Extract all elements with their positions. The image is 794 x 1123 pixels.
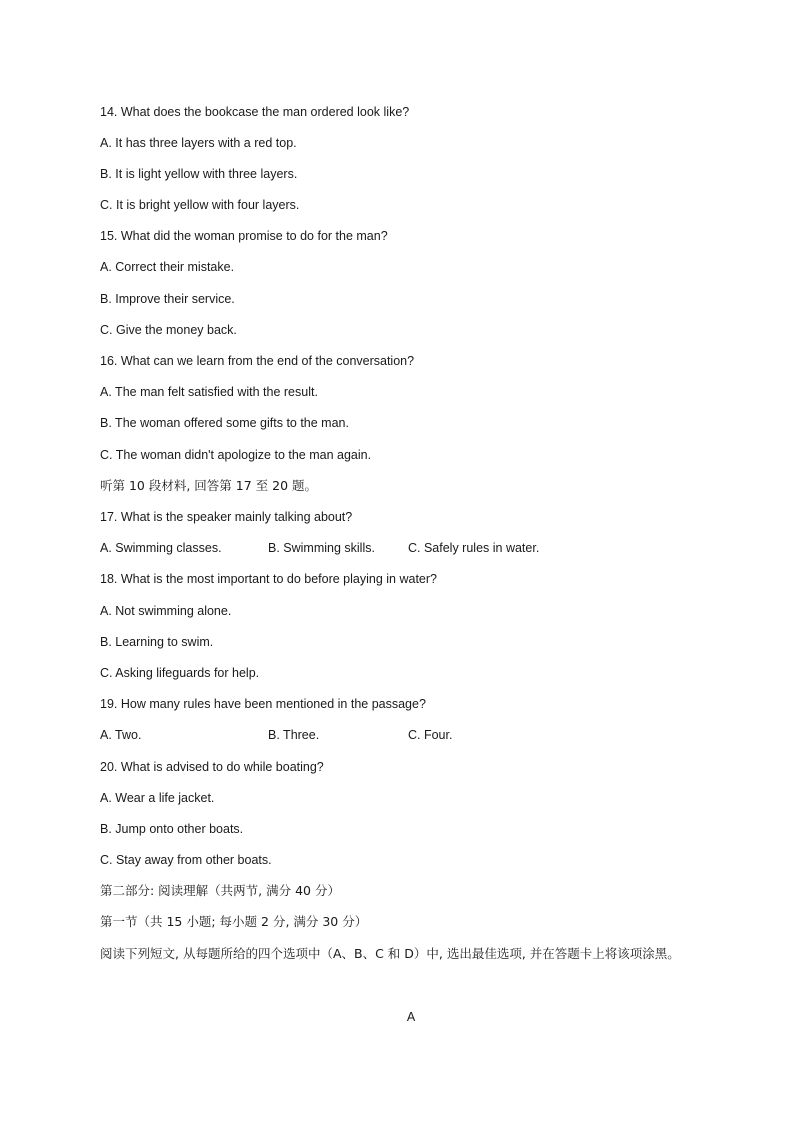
part-2-title: 第二部分: 阅读理解（共两节, 满分 40 分） — [100, 883, 340, 898]
question-20: 20. What is advised to do while boating? — [100, 760, 324, 774]
options-17 — [100, 540, 700, 556]
option-20b: B. Jump onto other boats. — [100, 822, 244, 836]
option-20c: C. Stay away from other boats. — [100, 853, 272, 867]
options-19 — [100, 727, 700, 743]
option-14c: C. It is bright yellow with four layers. — [100, 198, 300, 212]
option-17b: B. Swimming skills. — [268, 541, 375, 555]
option-14b: B. It is light yellow with three layers. — [100, 167, 298, 181]
question-17: 17. What is the speaker mainly talking about? — [100, 510, 353, 524]
option-16b: B. The woman offered some gifts to the man. — [100, 416, 349, 430]
option-19b: B. Three. — [268, 728, 320, 742]
option-14a: A. It has three layers with a red top. — [100, 136, 297, 150]
section-10-instruction: 听第 10 段材料, 回答第 17 至 20 题。 — [100, 478, 318, 493]
part-2-section-1: 第一节（共 15 小题; 每小题 2 分, 满分 30 分） — [100, 914, 368, 929]
option-15c: C. Give the money back. — [100, 323, 237, 337]
option-18c: C. Asking lifeguards for help. — [100, 666, 260, 680]
option-15b: B. Improve their service. — [100, 292, 235, 306]
option-19c: C. Four. — [408, 728, 453, 742]
option-16a: A. The man felt satisfied with the result. — [100, 385, 318, 399]
option-18a: A. Not swimming alone. — [100, 604, 232, 618]
option-15a: A. Correct their mistake. — [100, 260, 235, 274]
passage-label: A — [406, 1010, 416, 1024]
question-19: 19. How many rules have been mentioned in the passage? — [100, 697, 426, 711]
reading-instructions: 阅读下列短文, 从每题所给的四个选项中（A、B、C 和 D）中, 选出最佳选项, 并在答题卡上将该项涂黑。 — [100, 946, 680, 961]
option-16c: C. The woman didn't apologize to the man again. — [100, 448, 372, 462]
question-16: 16. What can we learn from the end of the conversation? — [100, 354, 415, 368]
question-15: 15. What did the woman promise to do for the man? — [100, 229, 388, 243]
question-18: 18. What is the most important to do before playing in water? — [100, 572, 437, 586]
option-17c: C. Safely rules in water. — [408, 541, 540, 555]
option-17a: A. Swimming classes. — [100, 541, 222, 555]
option-19a: A. Two. — [100, 728, 142, 742]
question-14: 14. What does the bookcase the man ordered look like? — [100, 105, 410, 119]
option-20a: A. Wear a life jacket. — [100, 791, 215, 805]
option-18b: B. Learning to swim. — [100, 635, 214, 649]
